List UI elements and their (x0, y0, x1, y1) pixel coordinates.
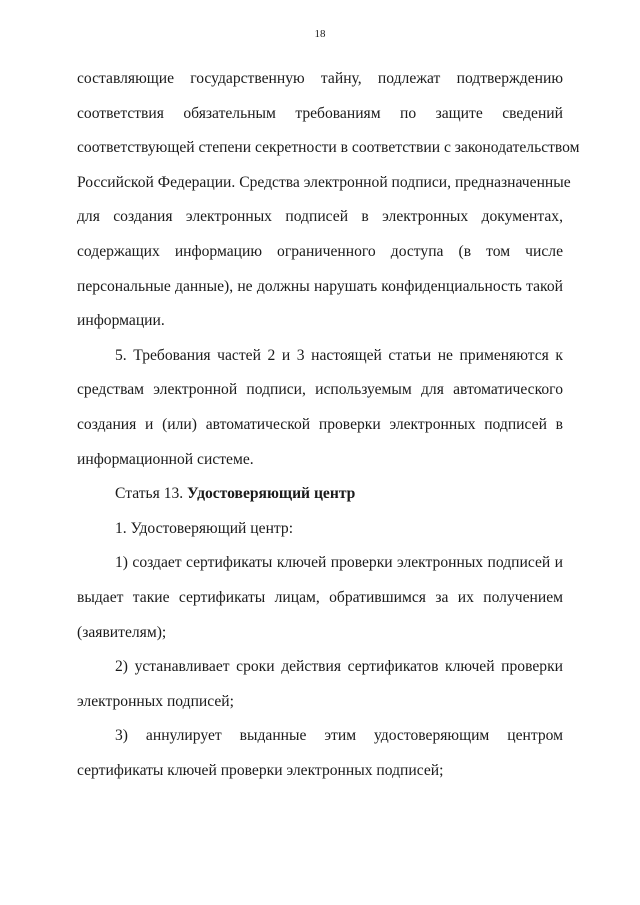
text-line: соответствующей степени секретности в соответствии с законодательством (77, 139, 580, 157)
list-item-subpoint-1 (77, 546, 563, 650)
list-item-subpoint-3 (77, 719, 563, 788)
text-line: средствам электронной подписи, используемым для автоматического (77, 381, 563, 399)
text-line: (заявителям); (77, 623, 167, 641)
article-number: Статья 13. (115, 485, 184, 503)
list-item-subpoint-2 (77, 650, 563, 719)
article-title: Удостоверяющий центр (187, 485, 356, 503)
text-line: для создания электронных подписей в электронных документах, (77, 208, 563, 226)
text-line: соответствия обязательным требованиям по защите сведений (77, 104, 563, 122)
text-line: создания и (или) автоматической проверки электронных подписей в (77, 415, 563, 433)
text-line: составляющие государственную тайну, подлежат подтверждению (77, 70, 563, 87)
text-line: персональные данные), не должны нарушать конфиденциальность такой (77, 277, 563, 295)
page-number: 18 (314, 28, 326, 40)
text-line: информации. (77, 312, 165, 330)
text-line: 2) устанавливает сроки действия сертификатов ключей проверки (115, 658, 563, 676)
text-line: 5. Требования частей 2 и 3 настоящей статьи не применяются к (115, 346, 563, 364)
text-line: Российской Федерации. Средства электронной подписи, предназначенные (77, 173, 571, 191)
text-line: электронных подписей; (77, 692, 234, 710)
paragraph-secrecy-requirements (77, 62, 580, 339)
list-item-point-1 (77, 512, 563, 547)
document-body (77, 62, 580, 788)
text-line: выдает такие сертификаты лицам, обратившимся за их получением (77, 588, 563, 606)
text-line: 3) аннулирует выданные этим удостоверяющим центром (115, 727, 563, 745)
article-heading (77, 477, 563, 512)
paragraph-point-5 (77, 339, 563, 477)
text-line: 1. Удостоверяющий центр: (115, 519, 294, 537)
text-line: 1) создает сертификаты ключей проверки электронных подписей и (115, 554, 563, 572)
text-line: содержащих информацию ограниченного доступа (в том числе (77, 242, 563, 260)
text-line: информационной системе. (77, 450, 254, 468)
text-line: сертификаты ключей проверки электронных подписей; (77, 761, 444, 779)
